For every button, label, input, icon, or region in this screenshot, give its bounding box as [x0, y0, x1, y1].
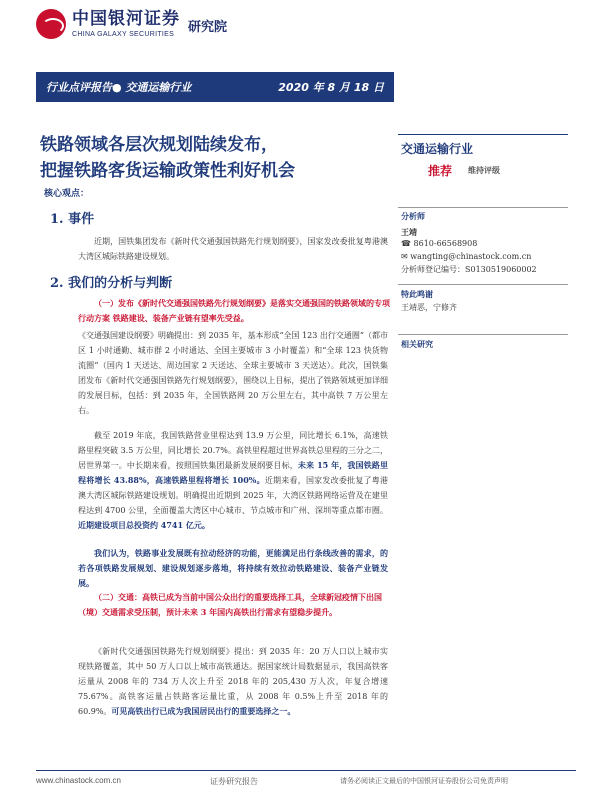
sidebar-phone — [401, 238, 477, 250]
logo-name-en: CHINA GALAXY SECURITIES — [72, 30, 175, 38]
paragraph-1: 《交通强国建设纲要》明确提出：到 2035 年，基本形成“全国 123 出行交通圈”（都市区 1 小时通勤、城市群 2 小时通达、全国主要城市 3 小时覆盖）和“全球 123 快货物流圈”（国内 1 天送达、周边国家 2 天送达、全球主要城市 3 天送达）。此次，国铁集团发布《新时代交通强国铁路先行规划纲要》，围绕以上目标，提出了铁路领域更加详细的发展目标，包括：到 2035 年，全国铁路网 20 万公里左右，其中高铁 7 万公里左右。 — [78, 331, 388, 415]
sidebar-registration: 分析师登记编号：S0130519060002 — [401, 265, 537, 274]
galaxy-logo-icon — [36, 9, 66, 39]
paragraph-2 — [78, 428, 388, 533]
sidebar-rating-note: 维持评级 — [468, 165, 500, 175]
sidebar-top-rule — [398, 134, 568, 135]
sidebar-phone-number: 8610-66568908 — [413, 239, 478, 248]
sidebar-email-address[interactable]: wangting@chinastock.com.cn — [410, 252, 532, 261]
footer-disclaimer: 请务必阅读正文最后的中国银河证券股份公司免责声明 — [340, 777, 508, 785]
logo-name-cn: 中国银河证券 — [72, 8, 180, 29]
sidebar-thanks-label: 特此鸣谢 — [401, 289, 433, 299]
sidebar-divider-thanks — [398, 284, 568, 285]
report-title — [40, 132, 400, 184]
sidebar-analyst-name: 王靖 — [401, 227, 417, 237]
paragraph-4-highlight-b: 可见高铁出行已成为我国居民出行的重要选择之一。 — [111, 706, 296, 716]
sidebar-related-label: 相关研究 — [401, 339, 433, 349]
report-type: 行业点评报告● 交通运输行业 — [46, 81, 192, 94]
paragraph-4-text-a: 《新时代交通强国铁路先行规划纲要》提出：到 2035 年：20 万人口以上城市实现铁路覆盖，其中 50 万人口以上城市高铁通达。据国家统计局数据显示，我国高铁客运量从 2008 年的 734 万人次上升至 2018 年的 205,430 万人次，年复合增速 75.67%。高铁客运量占铁路客运量比重，从 2008 年 0.5%上升至 2018 年的 60.9%。 — [78, 647, 388, 716]
paragraph-2-highlight-b: 未来 15 年，我国铁路里程将增长 43.88%，高速铁路里程将增长 100%。 — [78, 460, 389, 485]
sidebar-thanks-names: 王靖恶，宁修齐 — [401, 303, 457, 312]
logo-institute: 研究院 — [188, 19, 228, 35]
paragraph-2-highlight-d: 近期建设项目总投资约 4741 亿元。 — [78, 520, 210, 530]
paragraph-2-text-c: 近期来看，国家发改委批复了粤港澳大湾区城际铁路建设规划。明确提出近期到 2025 年，大湾区铁路网络运营及在建里程达到 4700 公里，全面覆盖大湾区中心城市、节点城市和广州、深圳等重点都市圈。 — [78, 476, 388, 515]
paragraph-4 — [78, 644, 388, 719]
report-header-bar — [36, 72, 394, 102]
sidebar-industry: 交通运输行业 — [401, 142, 474, 156]
report-date: 2020 年 8 月 18 日 — [278, 81, 384, 94]
sidebar-divider-related — [398, 334, 568, 335]
sidebar-divider-analyst — [398, 207, 568, 208]
phone-icon: ☎ — [401, 239, 414, 248]
company-logo — [36, 6, 227, 42]
sidebar-analyst-label: 分析师 — [401, 211, 425, 221]
subsection-1-heading: （一）发布《新时代交通强国铁路先行规划纲要》是落实交通强国的铁路领域的专项行动方案 铁路建设、装备产业链有望率先受益。 — [78, 298, 390, 323]
section-2-heading: 2. 我们的分析与判断 — [50, 276, 173, 291]
core-view-label: 核心观点： — [44, 189, 90, 199]
section-1-body: 近期，国铁集团发布《新时代交通强国铁路先行规划纲要》，国家发改委批复粤港澳大湾区城际铁路建设规划。 — [78, 237, 388, 261]
paragraph-2-text-a: 截至 2019 年底，我国铁路营业里程达到 13.9 万公里，同比增长 6.1%，高速铁路里程突破 3.5 万公里，同比增长 20.7%。高铁里程超过世界高铁总里程的三分之二，居世界第一。中长期来看，按照国铁集团最新发展纲要目标， — [78, 431, 388, 470]
subsection-2-heading: （二）交通：高铁已成为当前中国公众出行的重要选择工具，全球新冠疫情下出国（境）交通需求受压制，预计未来 3 年国内高铁出行需求有望稳步提升。 — [78, 592, 382, 617]
sidebar-rating: 推荐 — [428, 164, 453, 178]
paragraph-3: 我们认为，铁路事业发展既有拉动经济的功能，更能满足出行条线改善的需求，的若各项铁路发展规划、建设规划逐步落地，将持续有效拉动铁路建设、装备产业链发展。 — [78, 548, 388, 588]
footer-rule — [36, 770, 576, 771]
section-1-heading: 1. 事件 — [50, 212, 95, 227]
report-title-line1: 铁路领域各层次规划陆续发布， — [40, 135, 278, 155]
footer-website-link[interactable]: www.chinastock.com.cn — [36, 776, 121, 785]
report-title-line2: 把握铁路客货运输政策性利好机会 — [40, 161, 295, 181]
email-icon: ✉ — [401, 252, 411, 261]
footer-report-label: 证券研究报告 — [210, 777, 258, 786]
sidebar-email[interactable] — [401, 251, 531, 263]
